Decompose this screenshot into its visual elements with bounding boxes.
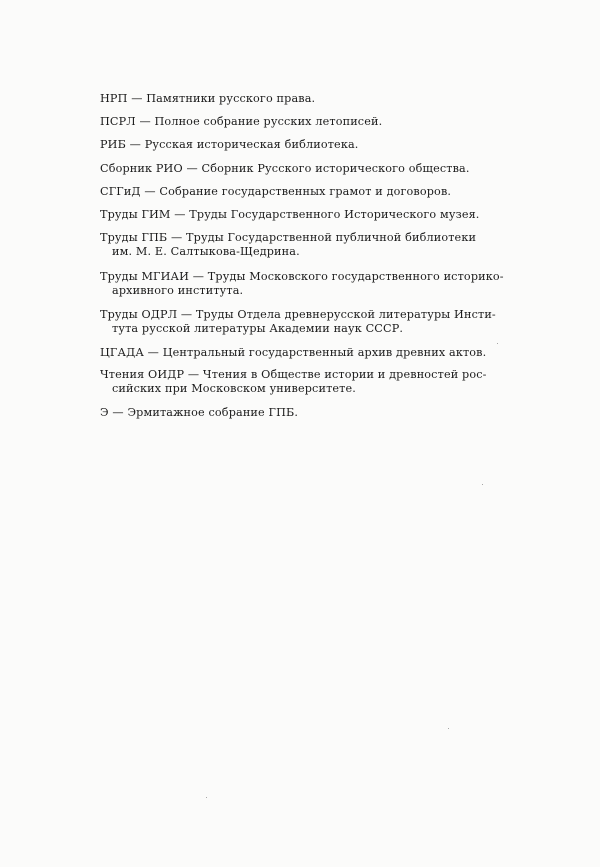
- entry-line: Труды МГИАИ — Труды Московского государственного историко-: [100, 270, 504, 283]
- paper-speck: [206, 797, 207, 798]
- abbreviation-entry: [100, 346, 510, 360]
- abbreviation-entry: [100, 138, 510, 152]
- abbreviation-entry: [100, 162, 510, 176]
- abbreviation-entry: [100, 308, 510, 336]
- entry-line: ЦГАДА — Центральный государственный архив древних актов.: [100, 346, 487, 359]
- entry-line: РИБ — Русская историческая библиотека.: [100, 138, 359, 151]
- entry-line: Чтения ОИДР — Чтения в Обществе истории и древностей рос-: [100, 368, 487, 381]
- abbreviation-entry: [100, 406, 510, 420]
- abbreviation-entry: [100, 185, 510, 199]
- entry-line: Труды ГИМ — Труды Государственного Исторического музея.: [100, 208, 480, 221]
- entry-line-continuation: сийских при Московском университете.: [112, 382, 356, 395]
- entry-line: Труды ОДРЛ — Труды Отдела древнерусской литературы Инсти-: [100, 308, 496, 321]
- entry-line-continuation: тута русской литературы Академии наук СССР.: [112, 322, 404, 335]
- abbreviation-entry: [100, 368, 510, 396]
- abbreviation-entry: [100, 208, 510, 222]
- abbreviation-entry: [100, 92, 510, 106]
- entry-line: НРП — Памятники русского права.: [100, 92, 316, 105]
- paper-speck: [448, 728, 449, 729]
- entry-line: СГГиД — Собрание государственных грамот и договоров.: [100, 185, 452, 198]
- abbreviations-list: [100, 92, 510, 429]
- entry-line-continuation: им. М. Е. Салтыкова-Щедрина.: [112, 245, 300, 258]
- abbreviation-entry: [100, 231, 510, 259]
- entry-line: Э — Эрмитажное собрание ГПБ.: [100, 406, 299, 419]
- entry-line: Труды ГПБ — Труды Государственной публичной библиотеки: [100, 231, 477, 244]
- entry-line: ПСРЛ — Полное собрание русских летописей.: [100, 115, 383, 128]
- abbreviation-entry: [100, 270, 510, 298]
- entry-line: Сборник РИО — Сборник Русского исторического общества.: [100, 162, 470, 175]
- abbreviation-entry: [100, 115, 510, 129]
- paper-speck: [497, 343, 498, 344]
- entry-line-continuation: архивного института.: [112, 284, 244, 297]
- paper-speck: [482, 484, 483, 485]
